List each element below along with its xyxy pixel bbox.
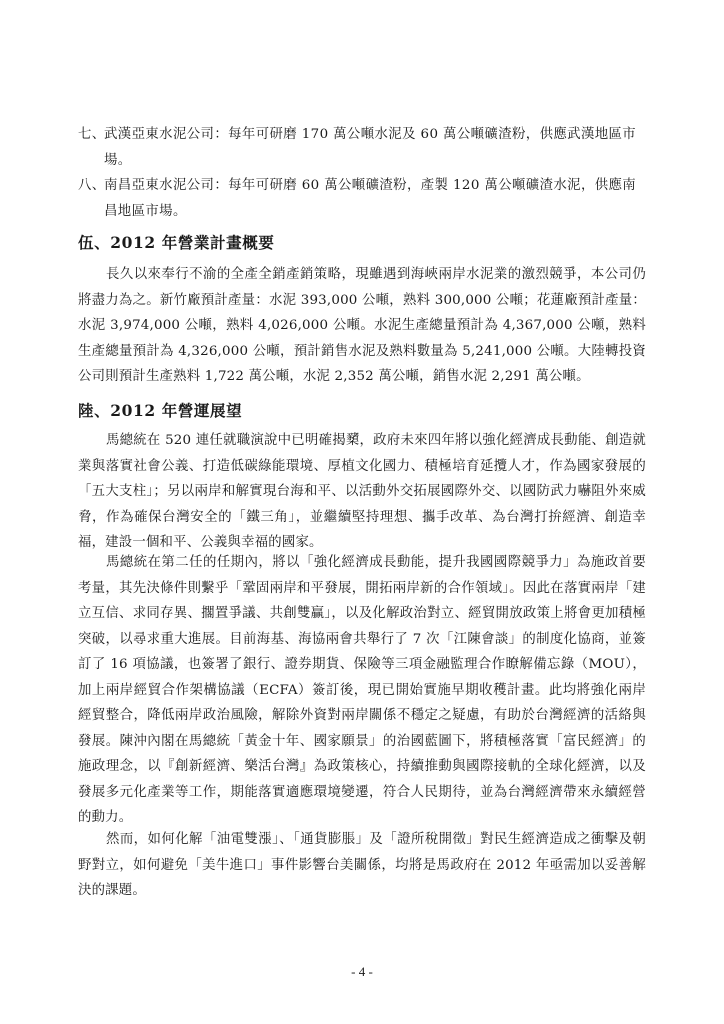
- list-item-eight: [78, 173, 644, 225]
- paragraph-outlook-2: 馬總統在第二任的任期內，將以「強化經濟成長動能，提升我國國際競爭力」為施政首要考量，其先決條件則繫乎「鞏固兩岸和平發展，開拓兩岸新的合作領域」。因此在落實兩岸「建立互信、求同存異、擱置爭議、共創雙贏」，以及化解政治對立、經貿開放政策上將會更加積極突破，以尋求重大進展。目前海基、海協兩會共舉行了 7 次「江陳會談」的制度化協商，並簽訂了 16 項協議，也簽署了銀行、證券期貨、保險等三項金融監理合作瞭解備忘錄（MOU），加上兩岸經貿合作架構協議（ECFA）簽訂後，現已開始實施早期收穫計畫。此均將強化兩岸經貿整合，降低兩岸政治風險，解除外資對兩岸關係不穩定之疑慮，有助於台灣經濟的活絡與發展。陳沖內閣在馬總統「黃金十年、國家願景」的治國藍圖下，將積極落實「富民經濟」的施政理念，以『創新經濟、樂活台灣』為政策核心，持續推動與國際接軌的全球化經濟，以及發展多元化產業等工作，期能落實適應環境變遷，符合人民期待，並為台灣經濟帶來永續經營的動力。: [78, 555, 646, 825]
- section-heading-outlook: 陸、2012 年營運展望: [78, 401, 243, 420]
- list-marker: 八、: [78, 178, 106, 193]
- page-number: - 4 -: [351, 964, 373, 979]
- paragraph-business-plan: 長久以來奉行不渝的全產全銷產銷策略，現雖遇到海峽兩岸水泥業的激烈競爭，本公司仍將盡力為之。新竹廠預計產量：水泥 393,000 公噸，熟料 300,000 公噸；花蓮廠預計產量：水泥 3,974,000 公噸，熟料 4,026,000 公噸。水泥生產總量預計為 4,367,000 公噸，熟料生產總量預計為 4,326,000 公噸，預計銷售水泥及熟料數量為 5,241,000 公噸。大陸轉投資公司則預計生產熟料 1,722 萬公噸，水泥 2,352 萬公噸，銷售水泥 2,291 萬公噸。: [78, 267, 646, 384]
- list-item-text: 武漢亞東水泥公司：每年可研磨 170 萬公噸水泥及 60 萬公噸礦渣粉，供應武漢地區市場。: [104, 127, 637, 168]
- section-heading-business-plan: 伍、2012 年營業計畫概要: [78, 233, 275, 252]
- list-item-text: 南昌亞東水泥公司：每年可研磨 60 萬公噸礦渣粉，產製 120 萬公噸礦渣水泥，供應南昌地區市場。: [104, 178, 637, 219]
- list-item-seven: [78, 122, 644, 174]
- paragraph-outlook-3: 然而，如何化解「油電雙漲」、「通貨膨脹」及「證所稅開徵」對民生經濟造成之衝擊及朝野對立，如何避免「美牛進口」事件影響台美關係，均將是馬政府在 2012 年亟需加以妥善解決的課題。: [78, 832, 646, 898]
- paragraph-outlook-1: 馬總統在 520 連任就職演說中已明確揭櫫，政府未來四年將以強化經濟成長動能、創造就業與落實社會公義、打造低碳綠能環境、厚植文化國力、積極培育延攬人才，作為國家發展的「五大支柱」；另以兩岸和解實現台海和平、以活動外交拓展國際外交、以國防武力嚇阻外來威脅，作為確保台灣安全的「鐵三角」，並繼續堅持理想、攜手改革、為台灣打拚經濟、創造幸福，建設一個和平、公義與幸福的國家。: [78, 433, 646, 550]
- list-marker: 七、: [78, 127, 106, 142]
